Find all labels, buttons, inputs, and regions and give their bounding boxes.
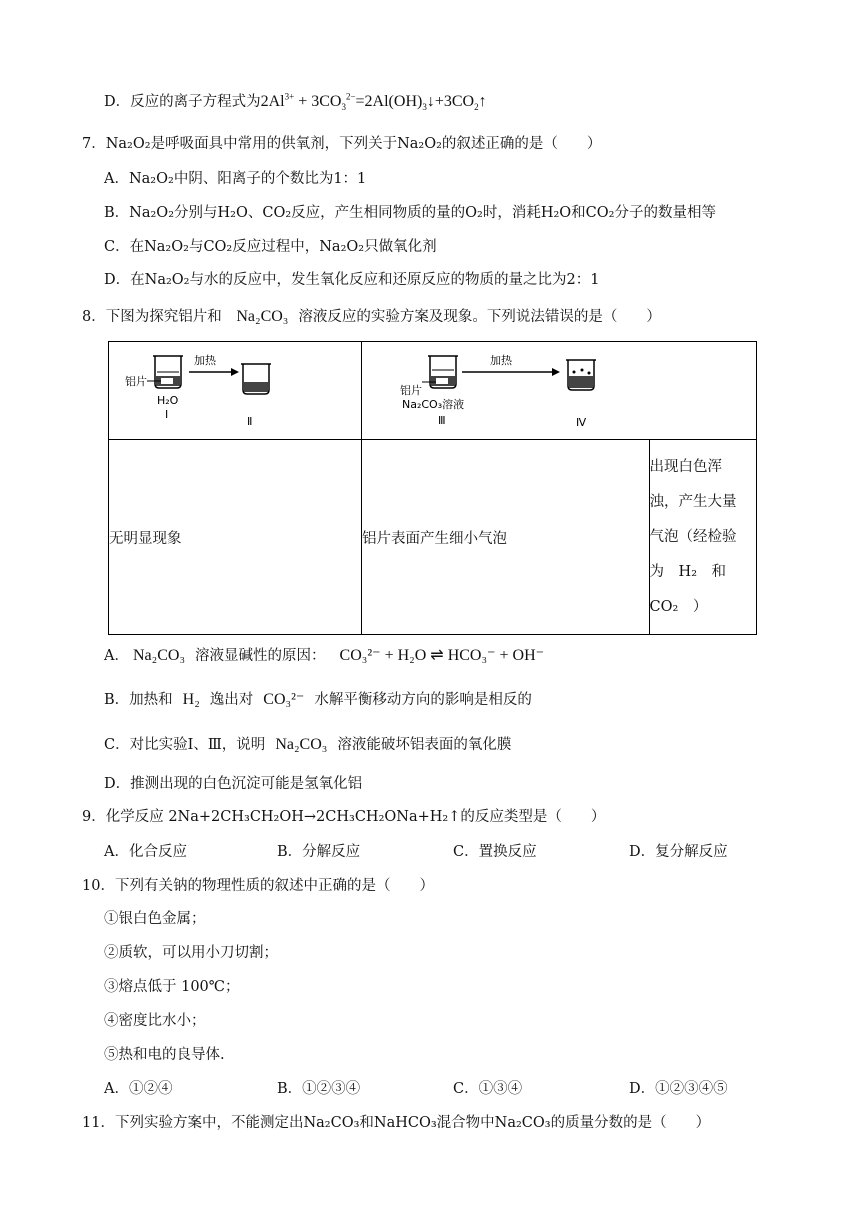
q8-option-b-text-3: 水解平衡移动方向的影响是相反的	[314, 692, 532, 708]
q10-stem: 10．下列有关钠的物理性质的叙述中正确的是（ ）	[82, 878, 434, 894]
q8-option-c-text: C．对比实验Ⅰ、Ⅲ，说明	[104, 737, 266, 753]
exp-3-label: Ⅲ	[438, 414, 446, 427]
q9-stem: 9．化学反应 2Na+2CH₃CH₂OH→2CH₃CH₂ONa+H₂↑的反应类型是（ ）	[82, 809, 606, 825]
figure-experiment-3-4	[362, 342, 757, 440]
q8-option-b-h2: H₂	[182, 691, 200, 708]
q10-option-c: C．①③④	[453, 1081, 523, 1097]
q7-stem: 7．Na₂O₂是呼吸面具中常用的供氧剂，下列关于Na₂O₂的叙述正确的是（ ）	[82, 136, 602, 152]
beaker-diagram-left	[109, 342, 361, 435]
foil-label-right: 铝片	[400, 384, 422, 397]
q10-item-5: ⑤热和电的良导体.	[104, 1047, 225, 1063]
q6-option-d	[104, 92, 487, 112]
result-cell-3	[649, 440, 756, 635]
q8-experiment-table	[108, 341, 757, 635]
q8-stem-formula: Na₂CO₃	[236, 308, 289, 325]
result-cell-2: 铝片表面产生细小气泡	[362, 440, 650, 635]
q9-option-b: B．分解反应	[277, 844, 361, 860]
q9-option-d: D．复分解反应	[629, 844, 728, 860]
q6-equation: $2Al^{3+}$ + $3CO_3^{2-}=2Al(OH)_3↓+3CO_2↑$	[260, 91, 487, 113]
q8-stem	[82, 307, 661, 327]
figure-experiment-1-2	[109, 342, 362, 440]
q10-option-d: D．①②③④⑤	[629, 1081, 728, 1097]
result-cell-3-line: 出现白色浑	[649, 458, 723, 475]
q8-option-a	[104, 646, 544, 666]
q8-option-b-text: B．加热和	[104, 692, 173, 708]
q8-option-a-equation: CO₃²⁻ + H₂O ⇌ HCO₃⁻ + OH⁻	[339, 647, 545, 664]
beaker-diagram-right	[362, 342, 756, 435]
q7-option-a: A．Na₂O₂中阴、阳离子的个数比为1：1	[104, 171, 367, 187]
q8-stem-text: 8．下图为探究铝片和	[82, 309, 222, 325]
q7-option-d: D．在Na₂O₂与水的反应中，发生氧化反应和还原反应的物质的量之比为2：1	[104, 272, 600, 288]
q7-option-c: C．在Na₂O₂与CO₂反应过程中，Na₂O₂只做氧化剂	[104, 239, 437, 255]
q8-option-b-co3: CO₃²⁻	[263, 691, 305, 708]
q8-stem-text-2: 溶液反应的实验方案及现象。下列说法错误的是（ ）	[298, 309, 661, 325]
result-cell-3-line: 为 H₂ 和	[649, 563, 727, 580]
result-cell-3-line: CO₂ ）	[649, 598, 708, 615]
q8-option-b-text-2: 逸出对	[209, 692, 254, 708]
q7-option-b: B．Na₂O₂分别与H₂O、CO₂反应，产生相同物质的量的O₂时，消耗H₂O和CO₂分子的数量相等	[104, 205, 716, 221]
q9-option-c: C．置换反应	[453, 844, 537, 860]
exp-2-label: Ⅱ	[247, 415, 253, 428]
q8-option-c	[104, 735, 511, 755]
q8-option-a-letter: A．	[104, 648, 129, 664]
q10-item-2: ②质软，可以用小刀切割；	[104, 945, 278, 961]
q10-item-4: ④密度比水小；	[104, 1013, 206, 1029]
q8-option-a-text: 溶液显碱性的原因：	[195, 648, 326, 664]
exp-4-label: Ⅳ	[576, 416, 587, 429]
heat-label-left: 加热	[194, 354, 216, 367]
na2co3-solution-label: Na₂CO₃溶液	[402, 398, 465, 411]
result-cell-3-line: 气泡（经检验	[649, 528, 737, 545]
q10-option-b: B．①②③④	[277, 1081, 361, 1097]
q8-option-c-text-2: 溶液能破坏铝表面的氧化膜	[337, 737, 512, 753]
result-cell-1: 无明显现象	[109, 440, 362, 635]
result-cell-3-line: 浊，产生大量	[649, 493, 737, 510]
q10-item-3: ③熔点低于 100℃；	[104, 979, 240, 995]
q6-option-d-label: D．反应的离子方程式为	[104, 94, 261, 110]
q10-option-a: A．①②④	[104, 1081, 173, 1097]
q8-option-c-formula: Na₂CO₃	[275, 736, 328, 753]
water-label: H₂O	[157, 394, 179, 407]
q8-option-b	[104, 690, 532, 710]
q11-stem: 11．下列实验方案中，不能测定出Na₂CO₃和NaHCO₃混合物中Na₂CO₃的质量分数的是（ ）	[82, 1115, 711, 1131]
q10-item-1: ①银白色金属；	[104, 911, 206, 927]
q9-option-a: A．化合反应	[104, 844, 187, 860]
heat-label-right: 加热	[490, 354, 512, 367]
exp-1-label: Ⅰ	[165, 408, 169, 421]
foil-label-left: 铝片	[125, 375, 147, 388]
q8-option-a-formula: Na₂CO₃	[132, 647, 186, 664]
q8-option-d: D．推测出现的白色沉淀可能是氢氧化铝	[104, 776, 363, 792]
